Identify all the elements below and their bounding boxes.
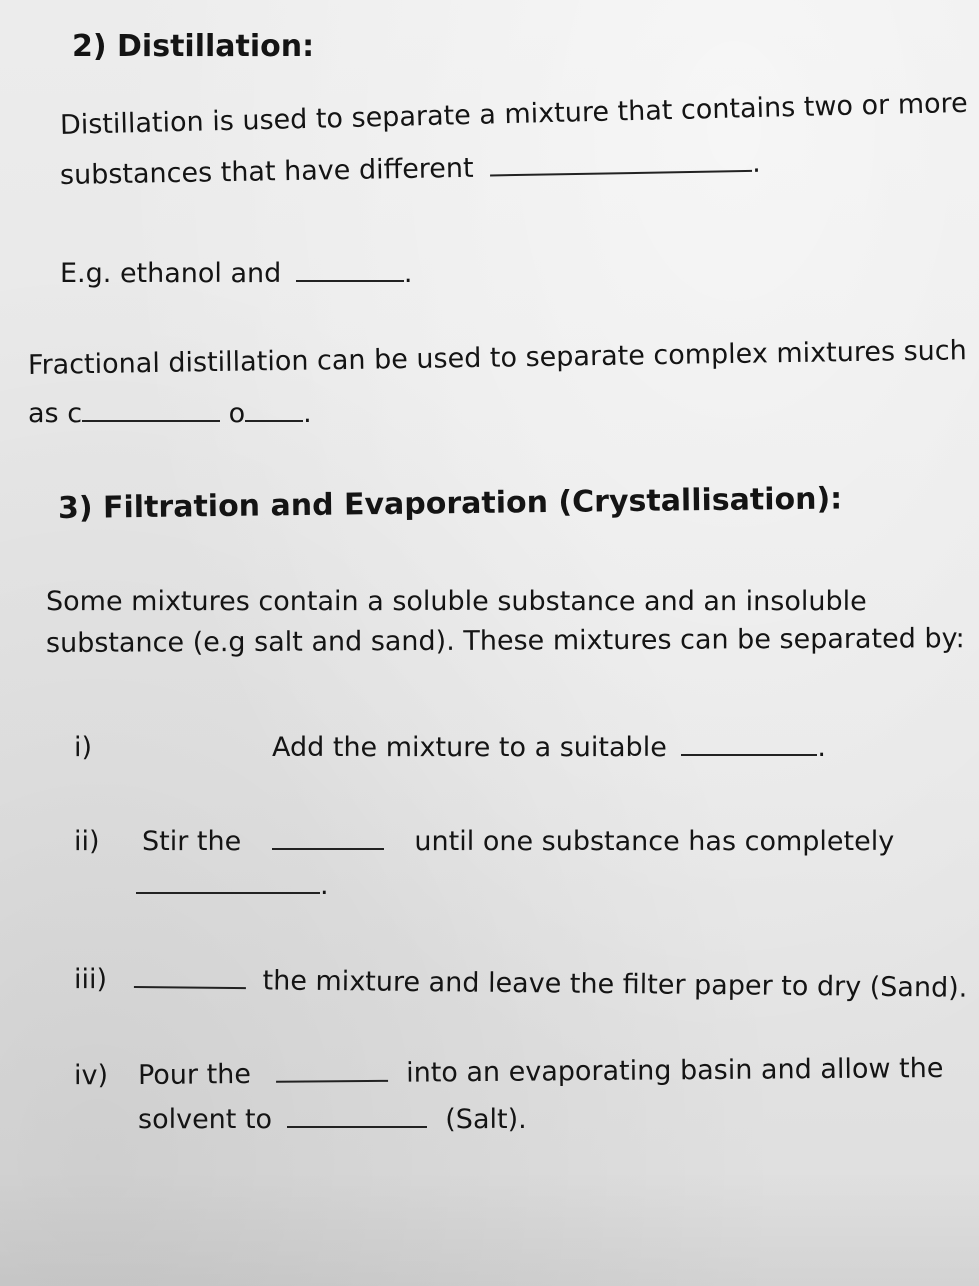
step-1-text [272, 734, 826, 761]
period: . [320, 870, 329, 901]
fractional-distillation-line-2 [28, 400, 312, 427]
period: . [403, 258, 413, 289]
fractional-o-text: o [228, 398, 246, 429]
step-3-instruction: the mixture and leave the filter paper to dry (Sand). [262, 965, 968, 1004]
step-4-text [137, 1052, 944, 1091]
step-2-number: ii) [74, 826, 100, 857]
answer-blank-example [296, 260, 404, 282]
filtration-intro-line-1: Some mixtures contain a soluble substance and an insoluble [46, 586, 867, 617]
step-4-continued [138, 1106, 527, 1133]
example-text: E.g. ethanol and [60, 258, 282, 289]
step-2-instruction-b: until one substance has completely [414, 826, 895, 857]
filtration-intro-line-2: substance (e.g salt and sand). These mixtures can be separated by: [45, 623, 965, 659]
period: . [751, 147, 762, 179]
answer-blank-solvent [681, 734, 817, 756]
section-2-heading: 2) Distillation: [72, 29, 315, 64]
answer-blank-property [490, 150, 752, 177]
distillation-definition-line-2 [59, 147, 762, 191]
step-4-instruction-c: solvent to [138, 1104, 273, 1135]
answer-blank-dissolved [136, 872, 320, 894]
step-2-text [142, 828, 894, 855]
distillation-definition-text: substances that have different [59, 152, 474, 191]
step-3-number: iii) [74, 964, 108, 995]
example-line [60, 260, 413, 287]
answer-blank-evaporate [287, 1106, 427, 1128]
section-3-heading: 3) Filtration and Evaporation (Crystallisation): [57, 481, 843, 526]
page-shadow [0, 1170, 979, 1286]
answer-blank-filter [134, 966, 246, 989]
answer-blank-o [245, 400, 303, 422]
step-1-instruction: Add the mixture to a suitable [272, 732, 667, 763]
period: . [817, 732, 826, 763]
step-2-instruction-a: Stir the [142, 826, 242, 857]
fractional-as-c-text: as c [28, 398, 83, 429]
step-4-instruction-d: (Salt). [445, 1104, 527, 1135]
step-2-continued [136, 872, 329, 899]
step-3-text [134, 966, 968, 1002]
period: . [303, 398, 312, 429]
fractional-distillation-line-1: Fractional distillation can be used to separate complex mixtures such [27, 335, 967, 381]
answer-blank-c [82, 400, 220, 422]
step-4-number: iv) [74, 1060, 109, 1091]
answer-blank-filtrate [275, 1060, 387, 1083]
answer-blank-stir [272, 828, 384, 850]
distillation-definition-line-1: Distillation is used to separate a mixture that contains two or more [59, 87, 969, 141]
step-4-instruction-b: into an evaporating basin and allow the [405, 1052, 944, 1089]
step-4-instruction-a: Pour the [137, 1059, 252, 1091]
step-1-number: i) [74, 732, 93, 763]
